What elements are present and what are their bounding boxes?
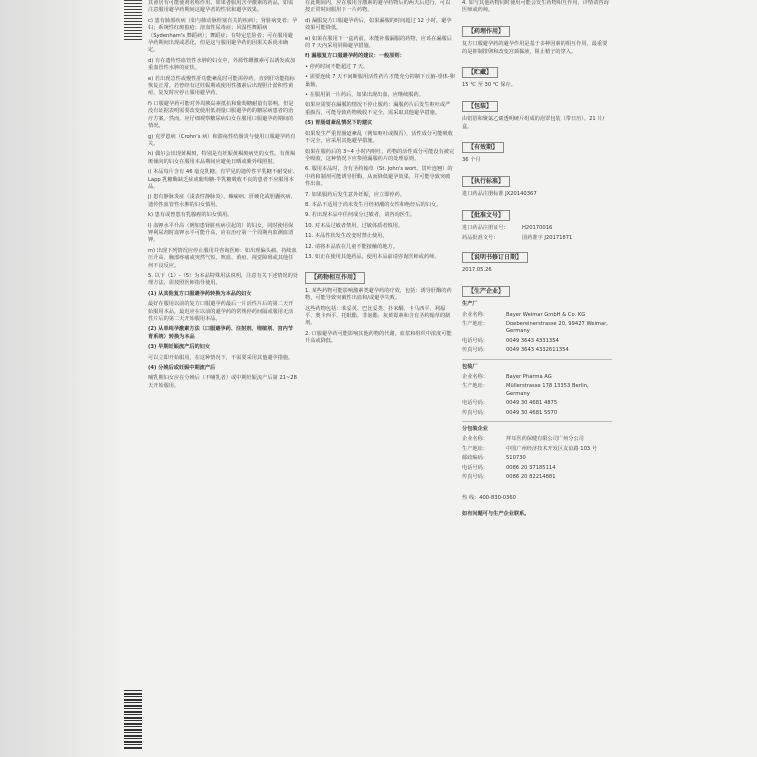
left-paragraph: k) 患有或曾患有乳腺癌的妇女慎用。 bbox=[148, 212, 233, 219]
packager-key: 电话号码： bbox=[462, 400, 488, 407]
distributor-value: 0086 20 37185114 bbox=[506, 464, 556, 471]
standard-text: 进口药品注册标准 JX20140367 bbox=[462, 191, 537, 198]
packager-value: Müllerstrasse 178 13353 Berlin, Germany bbox=[506, 383, 589, 397]
packager-key: 企业名称： bbox=[462, 373, 488, 380]
expiry-heading: 【有效期】 bbox=[462, 142, 504, 153]
manufacturer-row bbox=[462, 312, 612, 319]
distributor-key: 传真号码： bbox=[462, 474, 488, 481]
manufacturer-value: Bayer Weimar GmbH & Co. KG bbox=[506, 311, 586, 318]
side-barcode bbox=[124, 690, 142, 750]
right-intro: 4. 如与其他药物同时使用可能会发生药物相互作用，详情请咨询医师或药师。 bbox=[462, 0, 609, 14]
mid-paragraph: 6. 服用本品时，含有圣约翰草（St. John's wort，贯叶连翘）的中药和制剂可能诱导肝酶，从而降低避孕效果，并可能导致突破性出血。 bbox=[305, 166, 453, 188]
mid-paragraph: 9. 若出现本品中任何成分过敏者，请咨询医生。 bbox=[305, 212, 416, 219]
approval-key: 进口药品注册证号： bbox=[462, 225, 509, 232]
mid-paragraph: 8. 本品不适用于尚未发生月经初潮的女性和绝经后的妇女。 bbox=[305, 201, 442, 208]
mid-paragraph: d) 漏服复方口服避孕药后，如果漏服的时间超过 12 小时，避孕效果可能降低。 bbox=[305, 17, 452, 32]
left-paragraph: m) 出现下列情况应停止服用并咨询医师：如出现偏头痛、持续血压升高、胸部疼痛或突然气短、咳血、黄疸、视觉障碍或其他任何不良反应。 bbox=[148, 247, 297, 269]
distributor-key: 邮政编码： bbox=[462, 455, 488, 462]
packager-key: 传真号码： bbox=[462, 409, 488, 416]
left-paragraph: 可以立即开始服用，在这种情况下，不需要采用其他避孕措施。 bbox=[148, 354, 294, 361]
mid-paragraph: 10. 对本品过敏者禁用，过敏体质者慎用。 bbox=[305, 222, 404, 229]
pharmacology-heading: 【药理作用】 bbox=[462, 26, 510, 37]
approval-value: H20170016 bbox=[522, 225, 553, 232]
standard-heading: 【执行标准】 bbox=[462, 176, 510, 187]
left-subheading: (3) 早期妊娠流产后的妇女 bbox=[148, 344, 211, 351]
right-column bbox=[462, 0, 612, 521]
left-subheading: (1) 从其他复方口服避孕药转换为本品的妇女 bbox=[148, 290, 252, 297]
distributor-value: 0086 20 82214881 bbox=[506, 474, 556, 481]
mid-bullet: • 停药时间不能超过 7 天。 bbox=[305, 63, 369, 70]
manufacturer-value: 0049 3643 4331354 bbox=[506, 337, 559, 344]
revision-date: 2017.05.26 bbox=[462, 267, 492, 274]
distributor-key: 生产地址： bbox=[462, 445, 488, 452]
manufacturer-key: 生产地址： bbox=[462, 320, 488, 327]
mid-paragraph: 7. 如果服药后发生意外妊娠，应立即停药。 bbox=[305, 191, 405, 198]
packager-key: 生产地址： bbox=[462, 383, 488, 390]
packager-value: Bayer Pharma AG bbox=[506, 373, 552, 380]
distributor-label: 分包装企业 bbox=[462, 426, 488, 432]
distributor-value: 拜耳医药保健有限公司广州分公司 bbox=[506, 436, 584, 443]
packager-row bbox=[462, 374, 612, 381]
manufacturer-value: 0049 3643 4332611354 bbox=[506, 347, 569, 354]
left-subheading: (4) 分娩后或妊娠中期流产后 bbox=[148, 365, 216, 372]
divider bbox=[462, 359, 612, 360]
left-paragraph: 哺乳期妇女应在分娩后（不哺乳者）或中期妊娠流产后第 21~28 天开始服用。 bbox=[148, 375, 297, 389]
approval-value: 国药准字 J20171871 bbox=[522, 234, 573, 241]
distributor-row bbox=[462, 465, 612, 472]
page-edge-shadow bbox=[0, 0, 120, 757]
side-barcode-top bbox=[124, 0, 142, 40]
mid-paragraph: 如果在服药后的 3~4 小时内呕吐，药物的活性成分可能没有被完全吸收，这种情况下应参照漏服药片的处理原则。 bbox=[305, 148, 455, 162]
approval-heading: 【批准文号】 bbox=[462, 210, 510, 221]
left-paragraph: e) 若出现急性或慢性肝功能紊乱时可能需停药，直到肝功能指标恢复正常。若曾经有过妊娠期或使用性激素后出现胆汁淤积性黄疸，复发时应停止服用避孕药。 bbox=[148, 75, 295, 97]
manufacturer-key: 电话号码： bbox=[462, 337, 488, 344]
distributor-row bbox=[462, 474, 612, 481]
interaction-paragraph: 这些药物包括：苯妥英、巴比妥类、扑米酮、卡马西平、利福平、奥卡西平、托吡酯、非氨酯、灰黄霉素和含有圣约翰草的制剂。 bbox=[305, 305, 451, 327]
mid-paragraph: 如果发生严重胃肠道紊乱（例如呕吐或腹泻），活性成分可能吸收不完全，应采用其他避孕措施。 bbox=[305, 130, 453, 145]
distributor-value: 510730 bbox=[506, 455, 526, 462]
expiry-text: 36 个月 bbox=[462, 157, 481, 164]
manufacturer-row bbox=[462, 321, 612, 336]
middle-column bbox=[305, 0, 455, 349]
mid-paragraph: 如果应需要在漏服的情况下停止服药：漏服药片后发生呕吐或严重腹泻，可能导致药物吸收不完全，需采取其他避孕措施。 bbox=[305, 102, 451, 116]
mid-paragraph: 12. 请将本品放在儿童不能接触的地方。 bbox=[305, 243, 398, 250]
left-paragraph: j) 患有静脉炎症（浅表性静脉炎）、癫痫病、肝硬化或胆囊疾病、遗传性血管性水肿的妇女慎用。 bbox=[148, 194, 296, 208]
package-heading: 【包装】 bbox=[462, 101, 498, 112]
left-paragraph: 其會居有可能使剂名称作用。如果者服用含孕激素的药品，如需注意服用避孕药期间这避孕者的性状和避孕效果。 bbox=[148, 0, 294, 14]
footer-note: 如有问题可与生产企业联系。 bbox=[462, 510, 530, 517]
left-paragraph: g) 克罗恩病（Crohn's 病）和溃疡性结肠炎与使用口服避孕药有关。 bbox=[148, 133, 296, 147]
interaction-paragraph: 2. 口服避孕药可能影响其他药物的代谢，血浆和组织中浓度可能升高或降低。 bbox=[305, 330, 452, 345]
mid-bullet: • 在服用第一片药后，如果出现出血，应继续服药。 bbox=[305, 92, 424, 99]
distributor-row bbox=[462, 436, 612, 443]
distributor-key: 企业名称： bbox=[462, 436, 488, 443]
manufacturer-value: Doebereinerstrasse 20, 99427 Weimar, Germany bbox=[506, 320, 608, 335]
manufacturer-key: 企业名称： bbox=[462, 311, 488, 318]
packager-row bbox=[462, 410, 612, 417]
left-paragraph: 最好在服用以前的复方口服避孕药最后一片活性片后的第二天开始服用本品，最迟应在以前的避孕药的常规停药间隔或服用无活性片后的第二天开始服用本品。 bbox=[148, 301, 294, 323]
left-paragraph: h) 偶尔会出现黄褐斑，特别是有妊娠黄褐斑病史的女性。有黄褐斑倾向的妇女在服用本品期间应避免日晒或紫外线照射。 bbox=[148, 151, 296, 165]
manufacturer-row bbox=[462, 338, 612, 345]
packager-value: 0049 30 4681 5570 bbox=[506, 409, 558, 416]
package-text: 由铝箔和聚氯乙烯透明硬片组成的泡罩包装（带日历）。21 片/盒。 bbox=[462, 116, 605, 130]
mid-paragraph: 在此期间内，应在服用含激素的避孕药物后的两天后进行，可以按正常时间服用下一片药物。 bbox=[305, 0, 451, 14]
mid-subheading: (5) 胃肠道紊乱情况下的建议 bbox=[305, 120, 373, 127]
hotline: 热 线：400-830-0360 bbox=[462, 495, 516, 502]
left-paragraph: i) 本品每片含有 46 毫克乳糖。有罕见的遗传性半乳糖不耐受症、Lapp 乳糖酶缺乏症或葡萄糖-半乳糖吸收不良的患者不应服用本品。 bbox=[148, 169, 298, 190]
pharmacology-text: 复方口服避孕药的避孕作用是基于多种因素的相互作用，最重要的是抑制排卵和改变宫颈黏液，阻止精子的穿入。 bbox=[462, 41, 608, 55]
packager-label: 包装厂 bbox=[462, 363, 478, 370]
approval-row bbox=[462, 225, 612, 232]
distributor-key: 电话号码： bbox=[462, 464, 488, 471]
interaction-heading: 【药物相互作用】 bbox=[305, 272, 365, 283]
revision-heading: 【说明书修订日期】 bbox=[462, 252, 528, 263]
storage-heading: 【贮藏】 bbox=[462, 67, 498, 78]
left-subheading: (2) 从单纯孕激素方法（口服避孕药、注射剂、埋植剂、宫内节育系统）转换为本品 bbox=[148, 326, 294, 340]
approval-row bbox=[462, 235, 612, 242]
mid-paragraph: 13. 如正在使用其他药品，使用本品前请咨询医师或药师。 bbox=[305, 253, 440, 260]
distributor-row bbox=[462, 446, 612, 453]
divider bbox=[462, 421, 612, 422]
approval-key: 药品批准文号： bbox=[462, 234, 499, 241]
packager-value: 0049 30 4681 4875 bbox=[506, 400, 558, 407]
packager-row bbox=[462, 383, 612, 398]
manufacturer-row bbox=[462, 347, 612, 354]
manufacturer-label: 生产厂 bbox=[462, 301, 478, 308]
mid-bullet: • 需要连续 7 天不间断服用活性药片才能充分抑制下丘脑-垂体-卵巢轴。 bbox=[305, 74, 455, 88]
mid-paragraph: e) 如果在服用下一盒药前，未能补服漏服的药物，应该在漏服后的 7 天内采用屏障避孕措施。 bbox=[305, 35, 452, 50]
storage-text: 15 ℃ 至 30 ℃ 保存。 bbox=[462, 82, 516, 89]
interaction-paragraph: 1. 某些药物可能影响激素类避孕药的疗效，包括：诱导肝酶的药物，可能导致突破性出血和/或避孕失败。 bbox=[305, 287, 452, 302]
left-paragraph: 5. 以下（1）-（5）为本品特殊用法说明，注意有关下述情况的处理方法，需按照医师指导使用。 bbox=[148, 273, 298, 287]
left-paragraph: l) 血钾水平升高（例如患肾脏疾病引起的）的妇女，同时使用保钾利尿剂时血钾水平可能升高，应在治疗第一个周期内监测血清钾。 bbox=[148, 222, 294, 244]
distributor-value: 中国广州经济技术开发区友谊路 103 号 bbox=[506, 445, 598, 452]
left-paragraph: f) 口服避孕药可能对外周胰岛素抵抗和葡萄糖耐量有影响，但是没有证据表明需要改变使用低剂量口服避孕药的糖尿病患者的治疗方案。然而，应仔细观察糖尿病妇女在服用口服避孕药期间的情况。 bbox=[148, 100, 294, 130]
mid-subheading: f) 漏服复方口服避孕药的建议：一般原则： bbox=[305, 53, 405, 60]
left-paragraph: d) 有在遗传性血管性水肿的妇女中，外源性雌激素可以诱发或加重血管性水肿的症状。 bbox=[148, 57, 296, 72]
manufacturer-key: 传真号码： bbox=[462, 347, 488, 354]
distributor-row bbox=[462, 455, 612, 462]
left-paragraph: c) 患有肺部疾病（如与肺动脉栓塞有关的疾病）；肾脏病变者；孕妇；系统性红斑狼疮；溶血性尿毒症；风湿性舞蹈病（Sydenham's 舞蹈病）；舞蹈症；有特定危险者；可在服用避孕药期间出现或恶化，但是这与服用避孕药的因果关系尚未确定。 bbox=[148, 17, 298, 54]
mid-paragraph: 11. 本品性状发生改变时禁止使用。 bbox=[305, 233, 388, 240]
company-heading: 【生产企业】 bbox=[462, 286, 510, 297]
packager-row bbox=[462, 400, 612, 407]
left-column bbox=[148, 0, 298, 393]
